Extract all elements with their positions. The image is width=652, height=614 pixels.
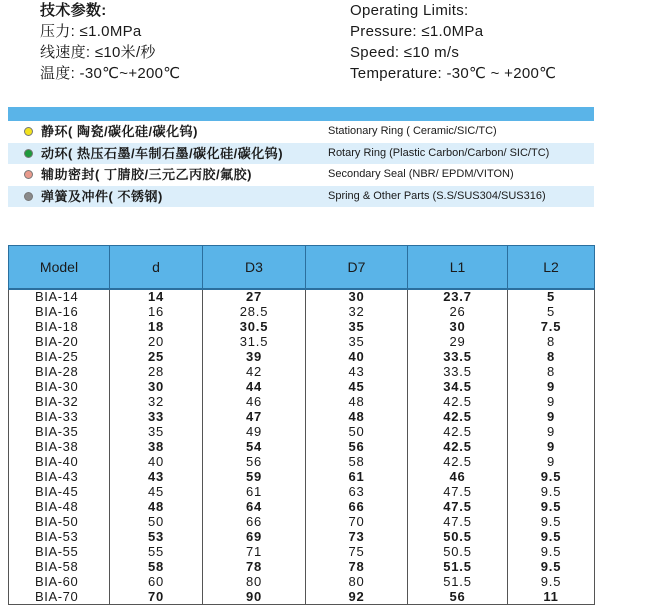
material-row-stationary-ring bbox=[8, 121, 594, 143]
cell-l2: 5 bbox=[508, 305, 595, 320]
operating-limits bbox=[0, 0, 652, 90]
table-row bbox=[9, 350, 595, 365]
table-row bbox=[9, 289, 595, 305]
table-row bbox=[9, 515, 595, 530]
cell-model: BIA-53 bbox=[9, 530, 110, 545]
cell-model: BIA-60 bbox=[9, 574, 110, 589]
cell-l2: 8 bbox=[508, 350, 595, 365]
cell-d3: 66 bbox=[203, 515, 306, 530]
table-row bbox=[9, 380, 595, 395]
cell-l1: 50.5 bbox=[408, 544, 508, 559]
cell-l2: 9.5 bbox=[508, 485, 595, 500]
cell-l1: 29 bbox=[408, 335, 508, 350]
cell-d7: 48 bbox=[306, 410, 408, 425]
cell-d3: 42 bbox=[203, 365, 306, 380]
cell-d: 60 bbox=[110, 574, 203, 589]
cell-l1: 46 bbox=[408, 470, 508, 485]
cell-d7: 40 bbox=[306, 350, 408, 365]
cell-d7: 43 bbox=[306, 365, 408, 380]
table-row bbox=[9, 455, 595, 470]
material-label-en: Stationary Ring ( Ceramic/SIC/TC) bbox=[328, 125, 497, 137]
dimension-table bbox=[8, 245, 595, 605]
cell-model: BIA-43 bbox=[9, 470, 110, 485]
cell-d7: 80 bbox=[306, 574, 408, 589]
cell-model: BIA-25 bbox=[9, 350, 110, 365]
table-body bbox=[9, 289, 595, 605]
cell-l2: 9.5 bbox=[508, 544, 595, 559]
material-label-zh: 辅助密封( 丁腈胶/三元乙丙胶/氟胶) bbox=[41, 167, 252, 182]
cell-l2: 5 bbox=[508, 289, 595, 305]
cell-d7: 48 bbox=[306, 395, 408, 410]
cell-d7: 50 bbox=[306, 425, 408, 440]
cell-model: BIA-32 bbox=[9, 395, 110, 410]
cell-d3: 54 bbox=[203, 440, 306, 455]
cell-d: 18 bbox=[110, 320, 203, 335]
cell-l1: 56 bbox=[408, 589, 508, 604]
material-label-zh: 弹簧及冲件( 不锈钢) bbox=[41, 188, 163, 204]
cell-d: 50 bbox=[110, 515, 203, 530]
cell-l2: 9 bbox=[508, 380, 595, 395]
pressure-zh: 压力: ≤1.0MPa bbox=[40, 23, 142, 40]
cell-model: BIA-30 bbox=[9, 380, 110, 395]
temperature-zh: 温度: -30℃~+200℃ bbox=[40, 65, 181, 82]
material-label-en: Secondary Seal (NBR/ EPDM/VITON) bbox=[328, 168, 514, 180]
limits-english bbox=[350, 0, 556, 84]
cell-d7: 70 bbox=[306, 515, 408, 530]
cell-l2: 9 bbox=[508, 455, 595, 470]
cell-d3: 61 bbox=[203, 485, 306, 500]
material-row-secondary-seal bbox=[8, 164, 594, 186]
speed-zh: 线速度: ≤10米/秒 bbox=[40, 44, 156, 61]
table-row bbox=[9, 470, 595, 485]
table-row bbox=[9, 574, 595, 589]
cell-l2: 11 bbox=[508, 589, 595, 604]
table-row bbox=[9, 559, 595, 574]
cell-d: 55 bbox=[110, 544, 203, 559]
table-row bbox=[9, 305, 595, 320]
cell-l2: 9.5 bbox=[508, 500, 595, 515]
cell-model: BIA-38 bbox=[9, 440, 110, 455]
cell-d3: 27 bbox=[203, 289, 306, 305]
cell-model: BIA-48 bbox=[9, 500, 110, 515]
cell-l1: 47.5 bbox=[408, 515, 508, 530]
header-d7: D7 bbox=[306, 246, 408, 290]
table-row bbox=[9, 335, 595, 350]
cell-d: 70 bbox=[110, 589, 203, 604]
cell-d3: 39 bbox=[203, 350, 306, 365]
cell-d: 33 bbox=[110, 410, 203, 425]
cell-d3: 78 bbox=[203, 559, 306, 574]
cell-l1: 42.5 bbox=[408, 410, 508, 425]
cell-l1: 47.5 bbox=[408, 500, 508, 515]
table-row bbox=[9, 530, 595, 545]
cell-l1: 30 bbox=[408, 320, 508, 335]
cell-l2: 9 bbox=[508, 425, 595, 440]
cell-l1: 34.5 bbox=[408, 380, 508, 395]
cell-l1: 42.5 bbox=[408, 440, 508, 455]
table-row bbox=[9, 544, 595, 559]
cell-d3: 46 bbox=[203, 395, 306, 410]
green-dot-icon bbox=[24, 149, 33, 158]
cell-d: 38 bbox=[110, 440, 203, 455]
table-row bbox=[9, 485, 595, 500]
cell-d: 32 bbox=[110, 395, 203, 410]
cell-d: 14 bbox=[110, 289, 203, 305]
cell-d3: 71 bbox=[203, 544, 306, 559]
material-label-zh: 动环( 热压石墨/车制石墨/碳化硅/碳化钨) bbox=[41, 145, 284, 161]
cell-model: BIA-40 bbox=[9, 455, 110, 470]
cell-l1: 26 bbox=[408, 305, 508, 320]
cell-l2: 9.5 bbox=[508, 470, 595, 485]
cell-d3: 28.5 bbox=[203, 305, 306, 320]
cell-d: 16 bbox=[110, 305, 203, 320]
material-label-zh: 静环( 陶瓷/碳化硅/碳化钨) bbox=[41, 124, 198, 139]
cell-d7: 75 bbox=[306, 544, 408, 559]
header-l1: L1 bbox=[408, 246, 508, 290]
cell-l2: 9.5 bbox=[508, 515, 595, 530]
cell-d3: 90 bbox=[203, 589, 306, 604]
cell-l2: 8 bbox=[508, 365, 595, 380]
cell-d7: 45 bbox=[306, 380, 408, 395]
table-row bbox=[9, 410, 595, 425]
pink-dot-icon bbox=[24, 170, 33, 179]
cell-model: BIA-18 bbox=[9, 320, 110, 335]
table-row bbox=[9, 425, 595, 440]
cell-d7: 58 bbox=[306, 455, 408, 470]
yellow-dot-icon bbox=[24, 127, 33, 136]
cell-model: BIA-55 bbox=[9, 544, 110, 559]
cell-l1: 42.5 bbox=[408, 455, 508, 470]
cell-l1: 33.5 bbox=[408, 365, 508, 380]
material-label-en: Spring & Other Parts (S.S/SUS304/SUS316) bbox=[328, 189, 546, 202]
cell-l2: 9 bbox=[508, 410, 595, 425]
cell-d: 28 bbox=[110, 365, 203, 380]
cell-l2: 8 bbox=[508, 335, 595, 350]
cell-d: 25 bbox=[110, 350, 203, 365]
cell-d: 45 bbox=[110, 485, 203, 500]
cell-d3: 31.5 bbox=[203, 335, 306, 350]
limits-heading-en: Operating Limits: bbox=[350, 2, 469, 19]
cell-d7: 35 bbox=[306, 335, 408, 350]
cell-model: BIA-16 bbox=[9, 305, 110, 320]
cell-d3: 47 bbox=[203, 410, 306, 425]
materials-header-bar bbox=[8, 107, 594, 121]
cell-d3: 69 bbox=[203, 530, 306, 545]
cell-l1: 42.5 bbox=[408, 425, 508, 440]
table-row bbox=[9, 395, 595, 410]
cell-d3: 49 bbox=[203, 425, 306, 440]
cell-l1: 51.5 bbox=[408, 559, 508, 574]
limits-chinese bbox=[40, 0, 180, 84]
table-row bbox=[9, 500, 595, 515]
cell-d3: 64 bbox=[203, 500, 306, 515]
cell-d: 35 bbox=[110, 425, 203, 440]
cell-l1: 51.5 bbox=[408, 574, 508, 589]
cell-model: BIA-58 bbox=[9, 559, 110, 574]
cell-l2: 9.5 bbox=[508, 574, 595, 589]
cell-d7: 61 bbox=[306, 470, 408, 485]
cell-d7: 32 bbox=[306, 305, 408, 320]
cell-d3: 56 bbox=[203, 455, 306, 470]
cell-model: BIA-50 bbox=[9, 515, 110, 530]
cell-d: 20 bbox=[110, 335, 203, 350]
cell-model: BIA-70 bbox=[9, 589, 110, 604]
cell-model: BIA-35 bbox=[9, 425, 110, 440]
cell-d: 30 bbox=[110, 380, 203, 395]
cell-l1: 47.5 bbox=[408, 485, 508, 500]
cell-l2: 9.5 bbox=[508, 559, 595, 574]
cell-d7: 56 bbox=[306, 440, 408, 455]
limits-heading-zh: 技术参数: bbox=[40, 2, 107, 19]
table-row bbox=[9, 440, 595, 455]
cell-d7: 78 bbox=[306, 559, 408, 574]
gray-dot-icon bbox=[24, 192, 33, 201]
cell-d7: 92 bbox=[306, 589, 408, 604]
table-row bbox=[9, 320, 595, 335]
cell-d7: 66 bbox=[306, 500, 408, 515]
table-row bbox=[9, 589, 595, 604]
material-label-en: Rotary Ring (Plastic Carbon/Carbon/ SIC/TC) bbox=[328, 146, 550, 159]
cell-l2: 7.5 bbox=[508, 320, 595, 335]
cell-d7: 73 bbox=[306, 530, 408, 545]
pressure-en: Pressure: ≤1.0MPa bbox=[350, 23, 484, 40]
speed-en: Speed: ≤10 m/s bbox=[350, 44, 460, 61]
cell-l2: 9 bbox=[508, 440, 595, 455]
cell-d: 48 bbox=[110, 500, 203, 515]
cell-d: 43 bbox=[110, 470, 203, 485]
dimension-table-wrapper bbox=[8, 245, 594, 605]
cell-model: BIA-20 bbox=[9, 335, 110, 350]
cell-d7: 35 bbox=[306, 320, 408, 335]
header-model: Model bbox=[9, 246, 110, 290]
cell-d7: 63 bbox=[306, 485, 408, 500]
cell-l1: 50.5 bbox=[408, 530, 508, 545]
cell-d: 58 bbox=[110, 559, 203, 574]
table-header-row bbox=[9, 246, 595, 290]
cell-l1: 42.5 bbox=[408, 395, 508, 410]
cell-model: BIA-28 bbox=[9, 365, 110, 380]
header-d: d bbox=[110, 246, 203, 290]
temperature-en: Temperature: -30℃ ~ +200℃ bbox=[350, 65, 557, 82]
cell-l2: 9.5 bbox=[508, 530, 595, 545]
header-d3: D3 bbox=[203, 246, 306, 290]
materials-list bbox=[8, 121, 594, 207]
cell-d: 40 bbox=[110, 455, 203, 470]
cell-l1: 23.7 bbox=[408, 289, 508, 305]
cell-d3: 80 bbox=[203, 574, 306, 589]
cell-l1: 33.5 bbox=[408, 350, 508, 365]
cell-d3: 44 bbox=[203, 380, 306, 395]
cell-model: BIA-14 bbox=[9, 289, 110, 305]
cell-d3: 59 bbox=[203, 470, 306, 485]
table-row bbox=[9, 365, 595, 380]
cell-d: 53 bbox=[110, 530, 203, 545]
cell-l2: 9 bbox=[508, 395, 595, 410]
material-row-spring-parts bbox=[8, 186, 594, 208]
cell-model: BIA-33 bbox=[9, 410, 110, 425]
header-l2: L2 bbox=[508, 246, 595, 290]
cell-d7: 30 bbox=[306, 289, 408, 305]
material-row-rotary-ring bbox=[8, 143, 594, 165]
cell-model: BIA-45 bbox=[9, 485, 110, 500]
cell-d3: 30.5 bbox=[203, 320, 306, 335]
